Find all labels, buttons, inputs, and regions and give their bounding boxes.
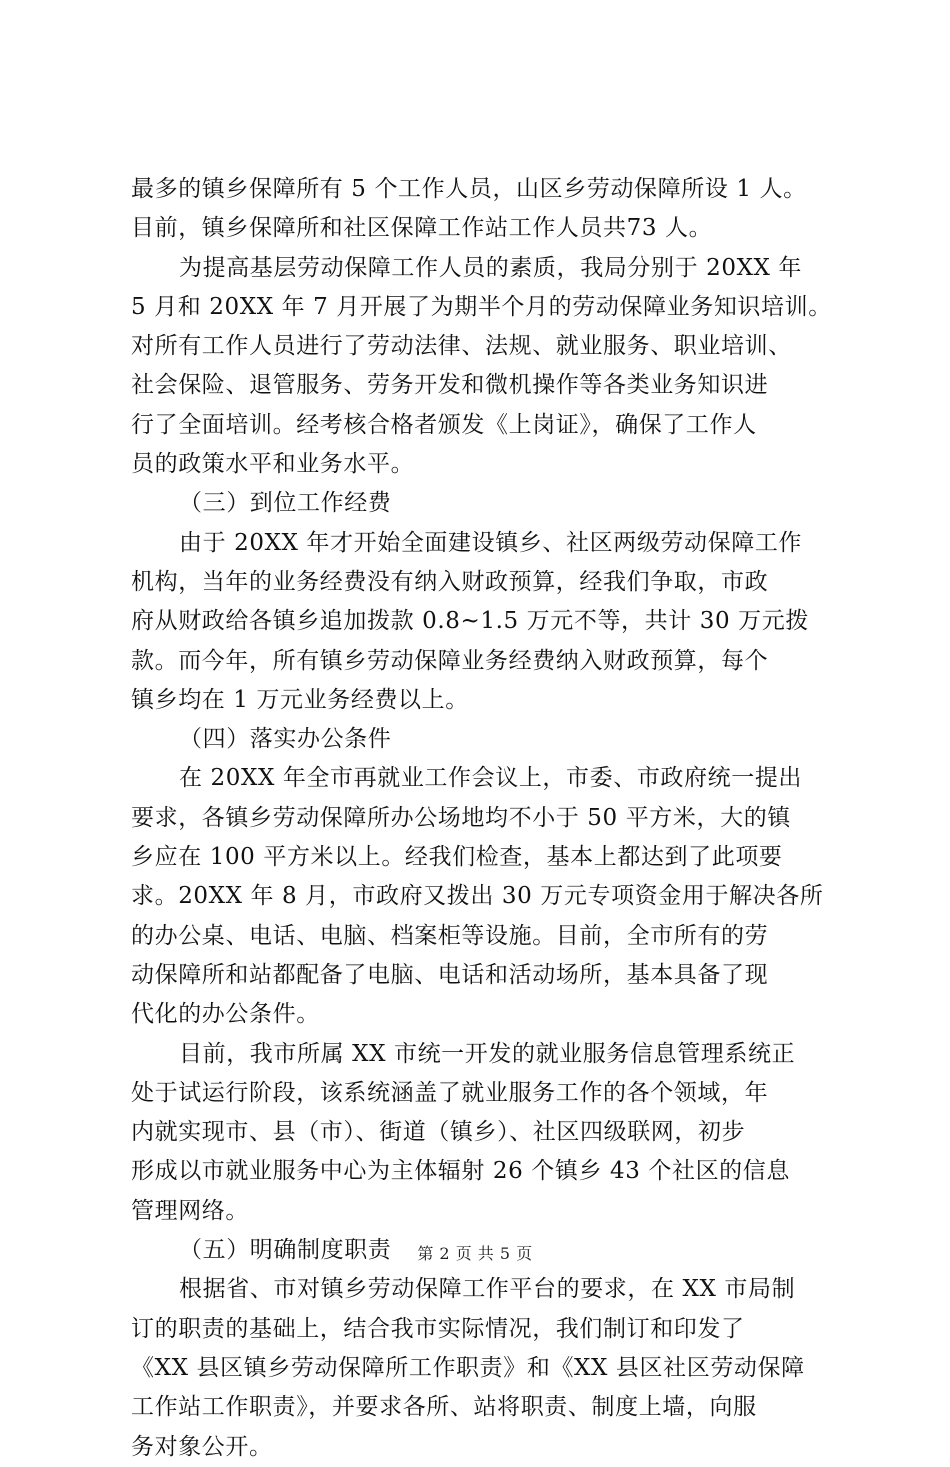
section-heading-5: （五）明确制度职责 (179, 1237, 392, 1264)
text-line: 形成以市就业服务中心为主体辐射 26 个镇乡 43 个社区的信息 (131, 1158, 790, 1185)
text-line: 员的政策水平和业务水平。 (131, 451, 415, 478)
text-line: 动保障所和站都配备了电脑、电话和活动场所，基本具备了现 (131, 961, 769, 988)
paragraph-start-line: 在 20XX 年全市再就业工作会议上，市委、市政府统一提出 (179, 765, 803, 792)
text-line: 管理网络。 (131, 1197, 249, 1224)
text-line: 行了全面培训。经考核合格者颁发《上岗证》，确保了工作人 (131, 411, 757, 438)
paragraph-start-line: 根据省、市对镇乡劳动保障工作平台的要求，在 XX 市局制 (179, 1276, 796, 1303)
document-body (131, 170, 831, 1467)
page-number-footer: 第 2 页 共 5 页 (417, 1244, 533, 1263)
text-line: 工作站工作职责》，并要求各所、站将职责、制度上墙，向服 (131, 1394, 757, 1421)
section-heading-4: （四）落实办公条件 (179, 726, 392, 753)
text-line: 对所有工作人员进行了劳动法律、法规、就业服务、职业培训、 (131, 333, 792, 360)
paragraph-start-line: 为提高基层劳动保障工作人员的素质，我局分别于 20XX 年 (179, 254, 803, 281)
text-line: 订的职责的基础上，结合我市实际情况，我们制订和印发了 (131, 1315, 745, 1342)
text-line: 《XX 县区镇乡劳动保障所工作职责》和《XX 县区社区劳动保障 (131, 1354, 805, 1381)
text-line: 最多的镇乡保障所有 5 个工作人员，山区乡劳动保障所设 1 人。 (131, 176, 807, 202)
text-line: 求。20XX 年 8 月，市政府又拨出 30 万元专项资金用于解决各所 (131, 883, 824, 910)
section-heading-3: （三）到位工作经费 (179, 490, 392, 517)
paragraph-start-line: 由于 20XX 年才开始全面建设镇乡、社区两级劳动保障工作 (179, 529, 803, 556)
text-line: 镇乡均在 1 万元业务经费以上。 (131, 686, 469, 713)
text-line: 社会保险、退管服务、劳务开发和微机操作等各类业务知识进 (131, 372, 769, 399)
text-line: 的办公桌、电话、电脑、档案柜等设施。目前，全市所有的劳 (131, 922, 769, 949)
text-line: 处于试运行阶段，该系统涵盖了就业服务工作的各个领域，年 (131, 1079, 769, 1106)
paragraph-start-line: 目前，我市所属 XX 市统一开发的就业服务信息管理系统正 (179, 1040, 796, 1067)
text-line: 款。而今年，所有镇乡劳动保障业务经费纳入财政预算，每个 (131, 647, 769, 674)
text-line: 机构，当年的业务经费没有纳入财政预算，经我们争取，市政 (131, 568, 769, 595)
text-line: 内就实现市、县（市）、街道（镇乡）、社区四级联网，初步 (131, 1119, 746, 1146)
text-line: 要求，各镇乡劳动保障所办公场地均不小于 50 平方米，大的镇 (131, 804, 791, 831)
text-line: 乡应在 100 平方米以上。经我们检查，基本上都达到了此项要 (131, 844, 783, 871)
text-line: 务对象公开。 (131, 1433, 273, 1460)
text-line: 代化的办公条件。 (131, 1001, 320, 1028)
text-line: 目前，镇乡保障所和社区保障工作站工作人员共73 人。 (131, 215, 713, 242)
text-line: 府从财政给各镇乡追加拨款 0.8~1.5 万元不等，共计 30 万元拨 (131, 608, 809, 635)
text-line: 5 月和 20XX 年 7 月开展了为期半个月的劳动保障业务知识培训。 (131, 293, 832, 320)
